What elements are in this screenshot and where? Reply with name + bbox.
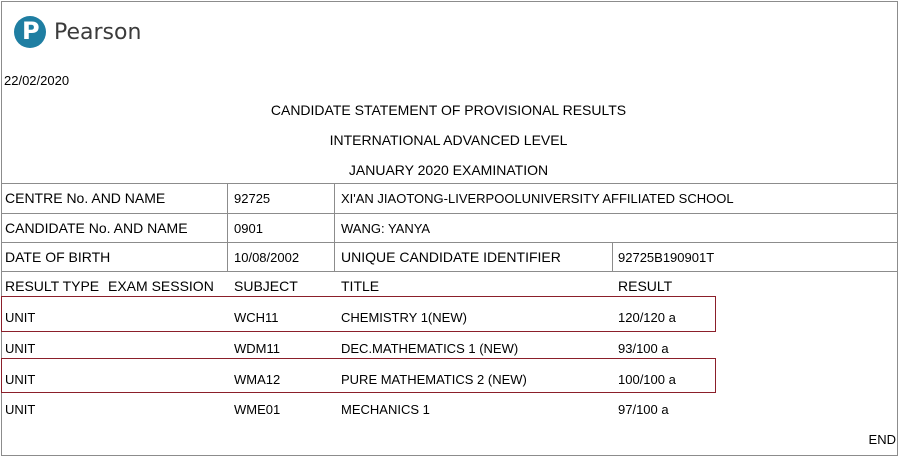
table-divider	[1, 213, 898, 214]
header-title: TITLE	[341, 278, 380, 294]
result-type: UNIT	[5, 402, 36, 417]
column-divider	[227, 183, 228, 271]
header-result-type: RESULT TYPE	[5, 278, 100, 294]
end-marker: END	[868, 432, 896, 447]
result-title: DEC.MATHEMATICS 1 (NEW)	[341, 341, 519, 356]
result-subject: WMA12	[234, 372, 281, 387]
centre-number: 92725	[234, 191, 271, 206]
qualification-level: INTERNATIONAL ADVANCED LEVEL	[329, 132, 568, 148]
statement-title: CANDIDATE STATEMENT OF PROVISIONAL RESULTS	[270, 102, 627, 118]
pearson-mark-icon: P	[14, 16, 46, 48]
result-title: PURE MATHEMATICS 2 (NEW)	[341, 372, 527, 387]
result-score: 93/100 a	[618, 341, 669, 356]
result-type: UNIT	[5, 310, 36, 325]
birth-label: DATE OF BIRTH	[5, 249, 111, 265]
column-divider	[612, 242, 613, 271]
result-title: MECHANICS 1	[341, 402, 430, 417]
uci-label: UNIQUE CANDIDATE IDENTIFIER	[341, 249, 561, 265]
centre-name: XI'AN JIAOTONG-LIVERPOOLUNIVERSITY AFFILIATED SCHOOL	[341, 191, 734, 206]
pearson-logo	[14, 16, 141, 48]
birth-date: 10/08/2002	[234, 250, 300, 265]
result-score: 97/100 a	[618, 402, 669, 417]
highlight-box	[1, 296, 716, 332]
result-title: CHEMISTRY 1(NEW)	[341, 310, 467, 325]
candidate-label: CANDIDATE No. AND NAME	[5, 220, 188, 236]
table-divider	[1, 242, 898, 243]
result-subject: WDM11	[234, 341, 280, 356]
centre-label: CENTRE No. AND NAME	[5, 190, 166, 206]
result-score: 100/100 a	[618, 372, 676, 387]
result-type: UNIT	[5, 372, 36, 387]
result-subject: WME01	[234, 402, 281, 417]
pearson-wordmark: Pearson	[54, 19, 142, 45]
candidate-name: WANG: YANYA	[341, 221, 431, 236]
header-subject: SUBJECT	[234, 278, 298, 294]
statement-date: 22/02/2020	[4, 73, 70, 88]
header-exam-session: EXAM SESSION	[108, 278, 214, 294]
column-divider	[334, 183, 335, 271]
result-subject: WCH11	[234, 310, 279, 325]
result-type: UNIT	[5, 341, 36, 356]
table-divider	[1, 271, 898, 272]
table-divider	[1, 183, 898, 184]
highlight-box	[1, 358, 716, 393]
header-result: RESULT	[618, 278, 673, 294]
examination-session: JANUARY 2020 EXAMINATION	[348, 162, 549, 178]
uci-value: 92725B190901T	[618, 250, 715, 265]
result-score: 120/120 a	[618, 310, 676, 325]
candidate-number: 0901	[234, 221, 263, 236]
